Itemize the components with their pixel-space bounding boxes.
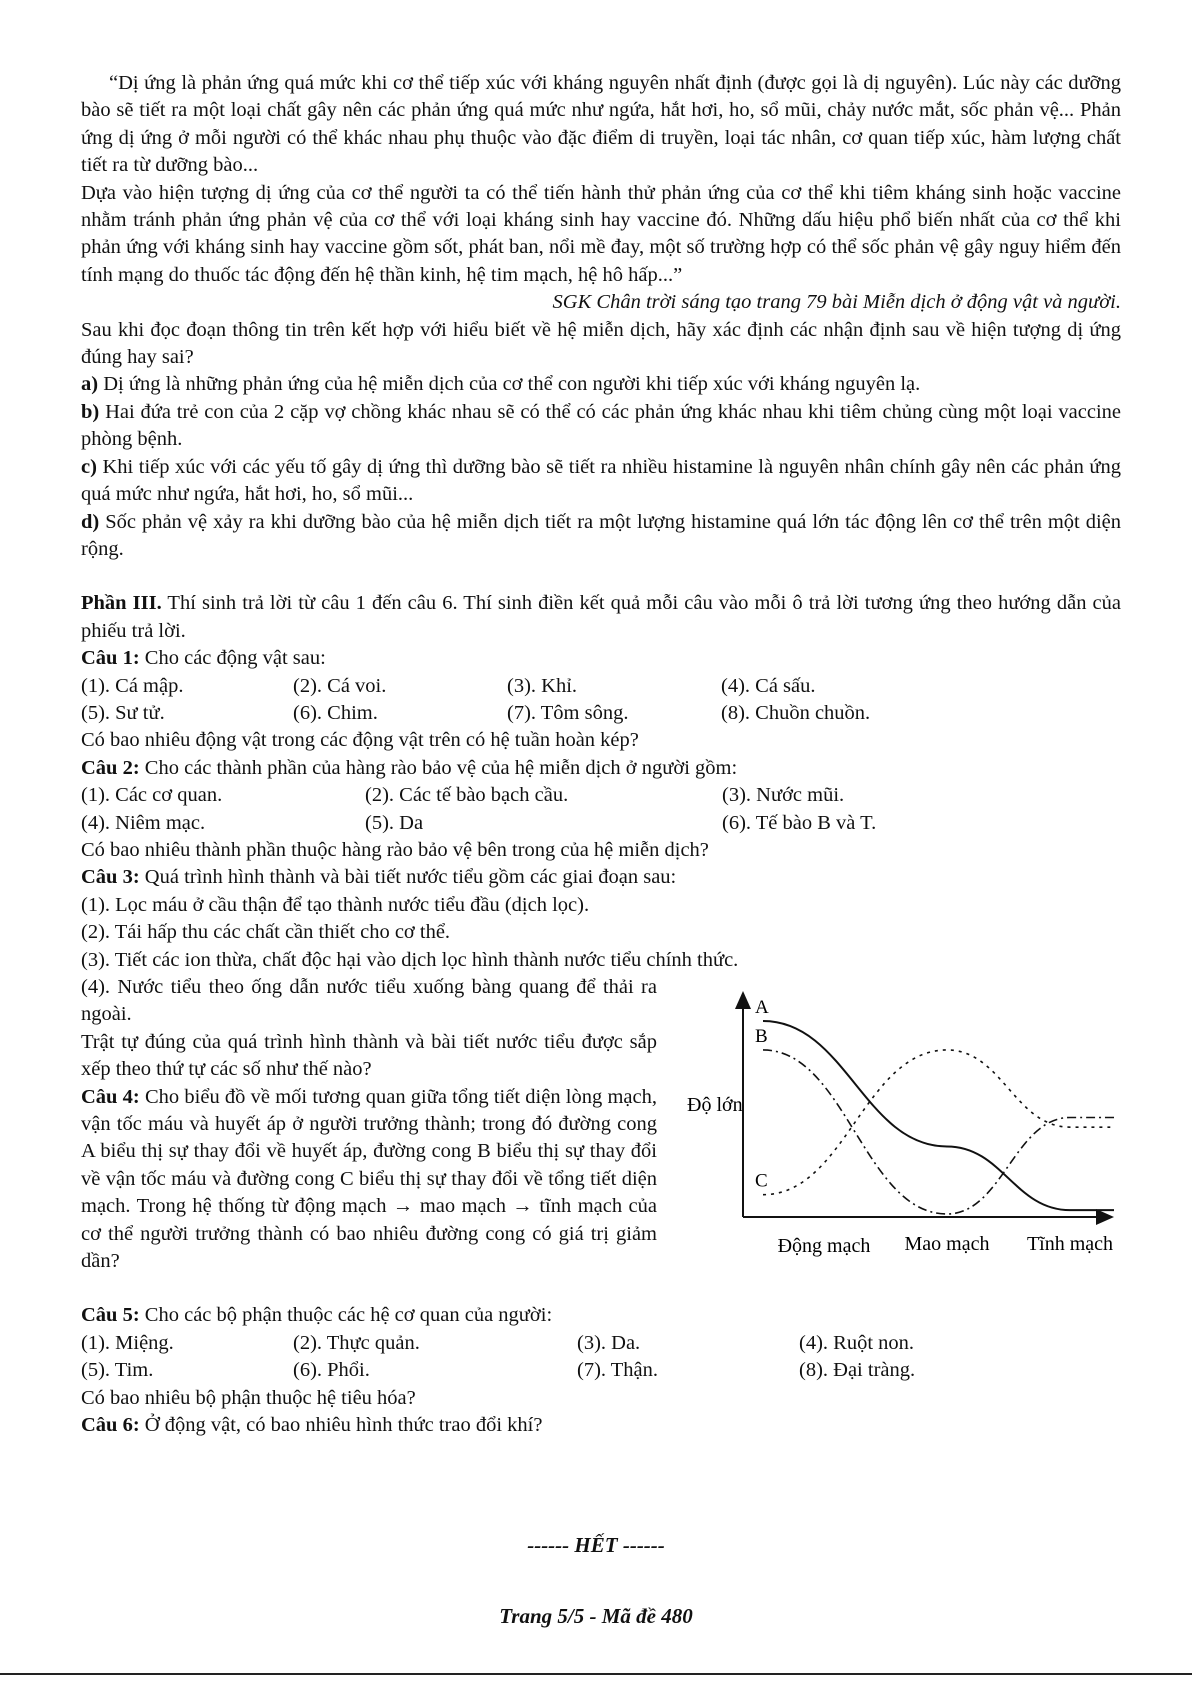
chart-curves xyxy=(763,1021,1114,1214)
passage-paragraph-2: Dựa vào hiện tượng dị ứng của cơ thể người ta có thể tiến hành thử phản ứng của cơ thể khi tiêm kháng sinh hoặc vaccine nhằm tránh phản ứng phản vệ của cơ thể với loại kháng sinh hay vaccine đó. Những dấu hiệu phổ biến nhất của cơ thể khi phản ứng với kháng sinh hay vaccine gồm sốt, phát ban, nổi mề đay, một số trường hợp có thể sốc phản vệ gây nguy hiểm đến tính mạng do thuốc tác động đến hệ thần kinh, hệ tim mạch, hệ hô hấp...” xyxy=(81,181,1121,286)
blood-vessel-chart xyxy=(671,971,1131,1271)
chart-labels xyxy=(755,997,769,1192)
statement-label: b) xyxy=(81,400,100,423)
x-tick-label: Động mạch xyxy=(777,1235,871,1257)
x-tick-label: Mao mạch xyxy=(904,1233,990,1255)
end-marker: ------ HẾT ------ xyxy=(527,1533,665,1557)
q6-text: Ở động vật, có bao nhiêu hình thức trao đổi khí? xyxy=(139,1414,543,1437)
passage-source: SGK Chân trời sáng tạo trang 79 bài Miễn dịch ở động vật và người. xyxy=(552,291,1121,314)
q1-option: (3). Khỉ. xyxy=(507,674,578,697)
q5-option: (2). Thực quản. xyxy=(293,1331,420,1354)
q2-option: (3). Nước mũi. xyxy=(722,784,845,807)
q3-q4-block xyxy=(81,974,1121,1275)
part3-text: Thí sinh trả lời từ câu 1 đến câu 6. Thí sinh điền kết quả mỗi câu vào mỗi ô trả lời tương ứng theo hướng dẫn của phiếu trả lời. xyxy=(81,592,1121,642)
q1-ask: Có bao nhiêu động vật trong các động vật trên có hệ tuần hoàn kép? xyxy=(81,729,639,752)
q3-ask: Trật tự đúng của quá trình hình thành và bài tiết nước tiểu được sắp xếp theo thứ tự các số như thế nào? xyxy=(81,1030,657,1081)
q3-step: (4). Nước tiểu theo ống dẫn nước tiểu xuống bàng quang để thải ra ngoài. xyxy=(81,976,657,1026)
q1-option: (1). Cá mập. xyxy=(81,674,184,697)
q5-option: (6). Phổi. xyxy=(293,1359,370,1382)
q2-option: (2). Các tế bào bạch cầu. xyxy=(365,784,569,807)
q1-option: (7). Tôm sông. xyxy=(507,701,629,724)
q2-option: (5). Da xyxy=(365,811,424,834)
q3-text: Quá trình hình thành và bài tiết nước tiểu gồm các giai đoạn sau: xyxy=(139,866,677,889)
x-tick-label: Tĩnh mạch xyxy=(1026,1233,1114,1255)
q4-text: Cho biểu đồ về mối tương quan giữa tổng tiết diện lòng mạch, vận tốc máu và huyết áp ở người trưởng thành; trong đó đường cong A biểu thị sự thay đổi về huyết áp, đường cong B biểu thị sự thay đổi về vận tốc máu và đường cong C biểu thị sự thay đổi về tổng tiết diện mạch. Trong hệ thống từ động mạch → mao mạch → tĩnh mạch của cơ thể người trưởng thành có bao nhiêu đường cong có giá trị giảm dần? xyxy=(81,1085,657,1273)
statement-label: a) xyxy=(81,373,99,396)
q1-stem xyxy=(81,645,1121,672)
statement-label: d) xyxy=(81,510,100,533)
part3-label: Phần III. xyxy=(81,592,162,615)
q1-options xyxy=(81,673,1121,728)
curve-label-a: A xyxy=(755,997,769,1018)
q1-option: (4). Cá sấu. xyxy=(721,674,816,697)
q3-q4-text-column xyxy=(81,974,657,1275)
q5-option: (7). Thận. xyxy=(577,1359,659,1382)
q5-option: (3). Da. xyxy=(577,1331,641,1354)
q2-option: (1). Các cơ quan. xyxy=(81,784,223,807)
q1-label: Câu 1: xyxy=(81,647,140,670)
q3-step: (1). Lọc máu ở cầu thận để tạo thành nước tiểu đầu (dịch lọc). xyxy=(81,893,590,916)
page-footer: Trang 5/5 - Mã đề 480 xyxy=(499,1604,693,1628)
statement-b xyxy=(81,399,1121,454)
bottom-rule xyxy=(0,1673,1192,1675)
statement-a xyxy=(81,371,1121,398)
q6-label: Câu 6: xyxy=(81,1414,140,1437)
curve-label-b: B xyxy=(755,1025,768,1047)
section-gap xyxy=(81,1275,1121,1302)
curve-b xyxy=(763,1050,1114,1214)
passage-paragraph-1: “Dị ứng là phản ứng quá mức khi cơ thể tiếp xúc với kháng nguyên nhất định (được gọi là dị nguyên). Lúc này các dưỡng bào sẽ tiết ra một loại chất gây nên các phản ứng quá mức như ngứa, hắt hơi, ho, sổ mũi, chảy nước mắt, sốc phản vệ... Phản ứng dị ứng ở mỗi người có thể khác nhau phụ thuộc vào đặc điểm di truyền, loại tác nhân, cơ quan tiếp xúc, hàm lượng chất tiết ra từ dưỡng bào... xyxy=(81,72,1121,177)
curve-c xyxy=(763,1050,1114,1195)
q1-option: (6). Chim. xyxy=(293,701,378,724)
q5-label: Câu 5: xyxy=(81,1304,140,1327)
q3-step: (2). Tái hấp thu các chất cần thiết cho cơ thể. xyxy=(81,921,451,944)
q1-text: Cho các động vật sau: xyxy=(139,647,326,670)
q4-stem xyxy=(81,1084,657,1276)
passage-prompt: Sau khi đọc đoạn thông tin trên kết hợp với hiểu biết về hệ miễn dịch, hãy xác định các nhận định sau về hiện tượng dị ứng đúng hay sai? xyxy=(81,318,1121,369)
statement-text: Sốc phản vệ xảy ra khi dưỡng bào của hệ miễn dịch tiết ra một lượng histamine quá lớn tác động lên cơ thể trên một diện rộng. xyxy=(81,510,1121,560)
q1-option: (2). Cá voi. xyxy=(293,674,387,697)
curve-label-c: C xyxy=(755,1170,768,1192)
q2-options xyxy=(81,782,1121,837)
q2-stem xyxy=(81,755,1121,782)
q5-option: (1). Miệng. xyxy=(81,1331,174,1354)
q2-option: (4). Niêm mạc. xyxy=(81,811,206,834)
q3-label: Câu 3: xyxy=(81,866,140,889)
q5-options xyxy=(81,1330,1121,1385)
part3-instructions xyxy=(81,590,1121,645)
page-content xyxy=(81,70,1121,1440)
statement-text: Khi tiếp xúc với các yếu tố gây dị ứng thì dưỡng bào sẽ tiết ra nhiều histamine là nguyên nhân chính gây nên các phản ứng quá mức như ngứa, hắt hơi, ho, sổ mũi... xyxy=(81,455,1121,506)
q5-option: (4). Ruột non. xyxy=(799,1331,915,1354)
statement-label: c) xyxy=(81,455,97,478)
curve-a xyxy=(763,1021,1114,1210)
q5-stem xyxy=(81,1302,1121,1329)
q4-label: Câu 4: xyxy=(81,1085,140,1108)
q6-stem xyxy=(81,1412,1121,1439)
statement-text: Hai đứa trẻ con của 2 cặp vợ chồng khác nhau sẽ có thể có các phản ứng khác nhau khi tiêm chủng cùng một loại vaccine phòng bệnh. xyxy=(81,400,1121,451)
q3-stem xyxy=(81,864,1121,891)
y-axis-label: Độ lớn xyxy=(687,1094,743,1116)
q1-option: (5). Sư tử. xyxy=(81,701,165,724)
q2-ask: Có bao nhiêu thành phần thuộc hàng rào bảo vệ bên trong của hệ miễn dịch? xyxy=(81,838,709,861)
q2-label: Câu 2: xyxy=(81,756,140,779)
q1-option: (8). Chuồn chuồn. xyxy=(721,701,871,724)
statement-c xyxy=(81,454,1121,509)
q3-step: (3). Tiết các ion thừa, chất độc hại vào dịch lọc hình thành nước tiểu chính thức. xyxy=(81,948,739,971)
q2-text: Cho các thành phần của hàng rào bảo vệ của hệ miễn dịch ở người gồm: xyxy=(139,756,738,779)
q5-text: Cho các bộ phận thuộc các hệ cơ quan của người: xyxy=(139,1304,553,1327)
q2-option: (6). Tế bào B và T. xyxy=(722,811,877,834)
statement-text: Dị ứng là những phản ứng của hệ miễn dịch của cơ thể con người khi tiếp xúc với kháng nguyên lạ. xyxy=(98,373,921,396)
statement-d xyxy=(81,509,1121,564)
q5-option: (8). Đại tràng. xyxy=(799,1359,916,1382)
q5-ask: Có bao nhiêu bộ phận thuộc hệ tiêu hóa? xyxy=(81,1386,416,1409)
section-gap xyxy=(81,563,1121,590)
q5-option: (5). Tim. xyxy=(81,1359,154,1382)
